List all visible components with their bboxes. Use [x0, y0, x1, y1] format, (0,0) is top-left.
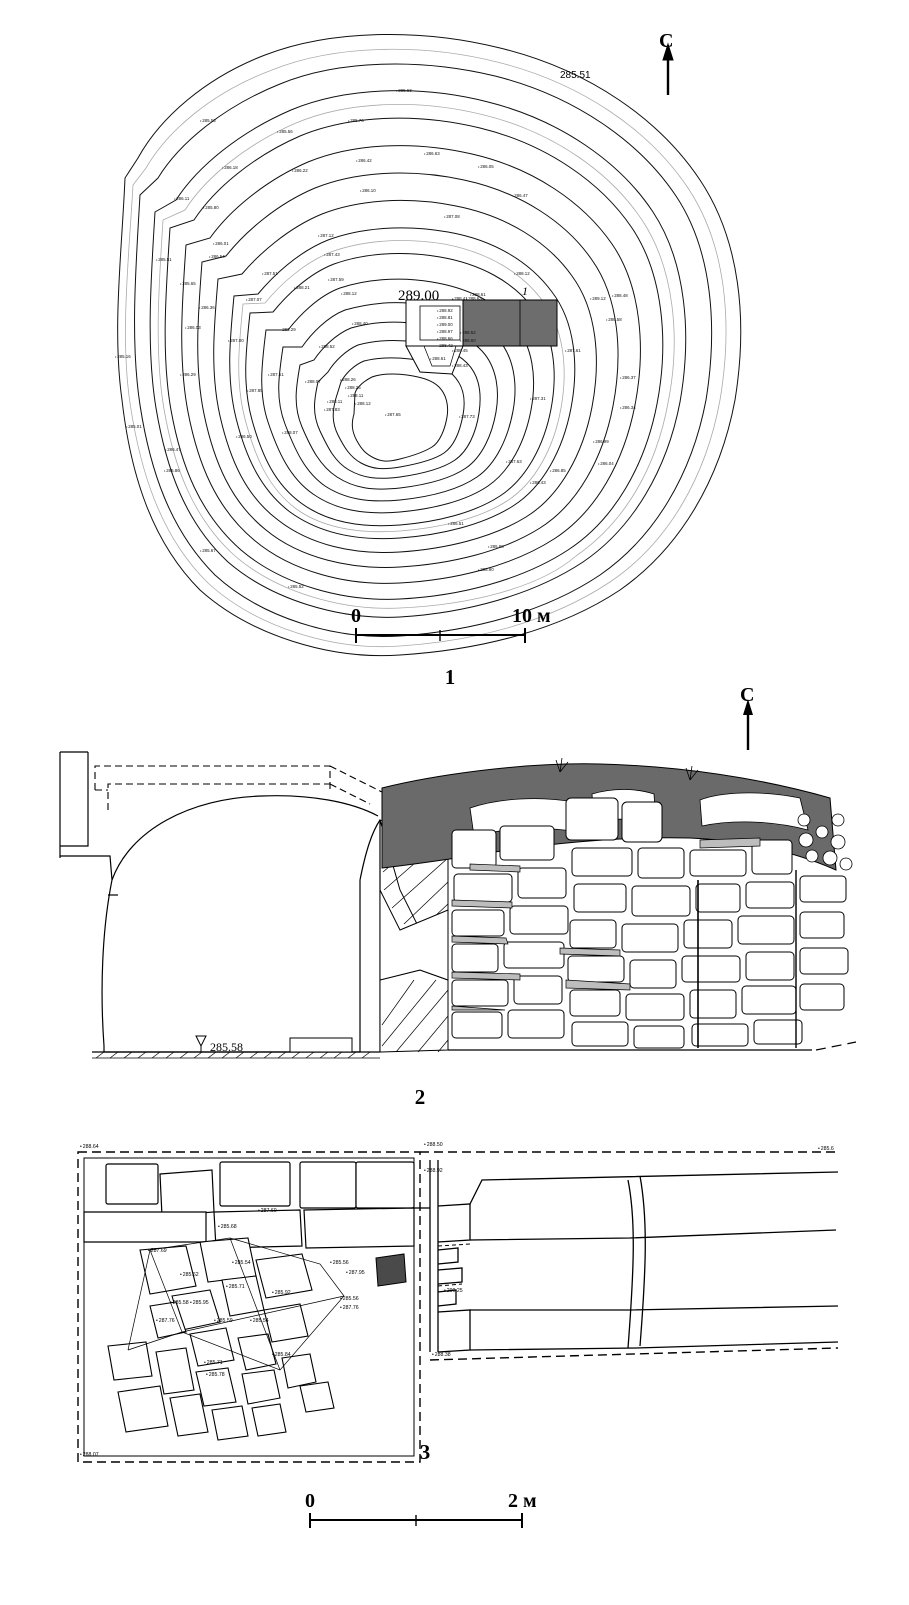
spot-height: • 288.63 [466, 296, 482, 301]
spot-height: • 285.90 [478, 567, 494, 572]
spot-height: • 288.64 [80, 1144, 99, 1150]
spot-height: • 288.41 [452, 296, 468, 301]
scale-max-figure-3: 2 м [508, 1490, 537, 1512]
spot-height: • 288.07 [305, 379, 321, 384]
spot-height: • 286.29 [280, 327, 296, 332]
spot-height: • 286.34 [620, 405, 636, 410]
spot-height: • 285.52 [288, 584, 304, 589]
spot-height: • 287.63 [506, 459, 522, 464]
spot-height: • 286.47 [512, 193, 528, 198]
spot-height: • 287.51 [262, 271, 278, 276]
spot-height: • 287.73 [459, 414, 475, 419]
spot-height: • 287.07 [246, 297, 262, 302]
figure-2-svg [0, 680, 909, 1120]
spot-height: • 286.18 [222, 165, 238, 170]
spot-height: • 288.61 [430, 356, 446, 361]
spot-height: • 285.98 [488, 544, 504, 549]
spot-height: • 286.50 [236, 434, 252, 439]
spot-height: • 287.00 [228, 338, 244, 343]
north-label-figure-1: С [659, 30, 674, 52]
spot-height: • 285.71 [226, 1284, 245, 1290]
spot-height: • 288.07 [282, 430, 298, 435]
spot-height: • 288.11 [348, 393, 363, 398]
spot-height: • 286.47 [165, 447, 181, 452]
spot-height: • 288.42 [437, 343, 453, 348]
scale-max-figure-1: 10 м [512, 605, 551, 627]
spot-height: • 288.11 [327, 399, 342, 404]
spot-height: • 288.25 [345, 385, 361, 390]
spot-height: • 288.92 [424, 1168, 443, 1174]
spot-height: • 286.29 [180, 372, 196, 377]
spot-height: • 285.92 [272, 1290, 291, 1296]
spot-height: • 287.61 [268, 372, 284, 377]
spot-height: • 288.21 [294, 285, 310, 290]
spot-height: • 285.84 [272, 1352, 291, 1358]
scale-zero-figure-1: 0 [351, 605, 361, 627]
spot-height: • 286.22 [292, 168, 308, 173]
spot-height: • 286.54 [209, 254, 225, 259]
spot-height: • 285.01 [126, 424, 142, 429]
trench-label-1: 1 [522, 284, 528, 298]
spot-height: • 286.99 [593, 439, 609, 444]
spot-height: • 286.63 [424, 151, 440, 156]
spot-height: • 288.38 [432, 1352, 451, 1358]
spot-height: • 288.40 [352, 321, 368, 326]
scale-bar-figure-3 [310, 1513, 522, 1528]
spot-height: • 286.04 [598, 461, 614, 466]
spot-height: • 288.66 [437, 336, 453, 341]
spot-height: • 289.00 [437, 322, 453, 327]
spot-height: • 285.76 [348, 118, 364, 123]
spot-height: • 286.58 [606, 317, 622, 322]
spot-height: • 285.68 [218, 1224, 237, 1230]
spot-height: • 285.95 [190, 1300, 209, 1306]
spot-height: • 285.62 [180, 1272, 199, 1278]
spot-height: • 285.80 [203, 205, 219, 210]
spot-height: • 287.60 [258, 1208, 277, 1214]
spot-height: • 287.69 [148, 1248, 167, 1254]
spot-height: • 286.42 [356, 158, 372, 163]
spot-height: • 286.51 [448, 521, 464, 526]
spot-height: • 288.12 [514, 271, 530, 276]
figure-2-caption: 2 [414, 1085, 426, 1109]
figure-3-stone-plan [0, 1120, 909, 1605]
spot-height: • 285.51 [156, 257, 172, 262]
spot-height: • 285.56 [330, 1260, 349, 1266]
spot-height: • 289.12 [590, 296, 606, 301]
contour-label-285-51: 285.51 [560, 70, 591, 81]
spot-height: • 287.12 [318, 233, 334, 238]
spot-height: • 285.63 [396, 88, 412, 93]
spot-height: • 287.43 [324, 252, 340, 257]
spot-height: • 285.58 [170, 1300, 189, 1306]
spot-height: • 288.97 [437, 329, 453, 334]
spot-height: • 285.53 [200, 118, 216, 123]
spot-height: • 288.07 [80, 1452, 99, 1458]
center-elevation-figure-1: 289.00 [398, 288, 440, 304]
spot-height: • 285.54 [250, 1318, 269, 1324]
floor-elevation-figure-2: 285.58 [210, 1040, 243, 1054]
spot-height: • 287.76 [340, 1305, 359, 1311]
spot-height: • 285.16 [115, 354, 131, 359]
spot-height: • 286.10 [360, 188, 376, 193]
spot-height: • 286.37 [620, 375, 636, 380]
spot-height: • 285.56 [277, 129, 293, 134]
spot-height: • 285.78 [206, 1372, 225, 1378]
spot-height: • 288.52 [460, 330, 476, 335]
spot-height: • 288.50 [424, 1142, 443, 1148]
spot-height: • 285.54 [232, 1260, 251, 1266]
spot-height: • 286.36 [199, 305, 215, 310]
spot-height: • 288.81 [437, 315, 453, 320]
spot-height: • 285.6 [818, 1146, 834, 1152]
figure-3-svg [0, 1120, 909, 1605]
spot-height: • 287.08 [444, 214, 460, 219]
spot-height: • 285.67 [200, 548, 216, 553]
figure-3-caption: 3 [419, 1440, 431, 1464]
spot-height: • 288.43 [452, 363, 468, 368]
spot-height: • 288.12 [355, 401, 371, 406]
spot-height: • 285.65 [180, 281, 196, 286]
spot-height: • 288.12 [341, 291, 357, 296]
spot-height: • 287.59 [328, 277, 344, 282]
spot-height: • 288.48 [612, 293, 628, 298]
spot-height: • 286.03 [185, 325, 201, 330]
spot-height: • 287.95 [346, 1270, 365, 1276]
figure-2-section [0, 680, 909, 1120]
spot-height: • 285.71 [204, 1360, 223, 1366]
spot-height: • 285.86 [164, 468, 180, 473]
spot-height: • 286.01 [213, 241, 229, 246]
spot-height: • 287.76 [156, 1318, 175, 1324]
north-label-figure-2: С [740, 684, 755, 706]
spot-height: • 286.43 [530, 480, 546, 485]
figure-1-contour-plan [0, 0, 909, 700]
spot-height: • 287.31 [530, 396, 546, 401]
spot-height: • 286.05 [478, 164, 494, 169]
spot-height: • 288.45 [452, 348, 468, 353]
spot-height: • 285.56 [340, 1296, 359, 1302]
spot-height: • 287.83 [324, 407, 340, 412]
spot-height: • 288.92 [437, 308, 453, 313]
spot-height: • 286.11 [174, 196, 189, 201]
spot-height: • 285.59 [214, 1318, 233, 1324]
spot-height: • 288.52 [319, 344, 335, 349]
spot-height: • 288.26 [340, 377, 356, 382]
spot-height: • 286.85 [550, 468, 566, 473]
spot-height: • 287.65 [385, 412, 401, 417]
spot-height: • 288.61 [470, 292, 486, 297]
spot-height: • 288.60 [460, 338, 476, 343]
spot-height: • 287.85 [247, 388, 263, 393]
figure-1-caption: 1 [444, 665, 456, 689]
spot-height: • 287.61 [565, 348, 581, 353]
spot-height: • 290.25 [444, 1288, 463, 1294]
scale-zero-figure-3: 0 [305, 1490, 315, 1512]
